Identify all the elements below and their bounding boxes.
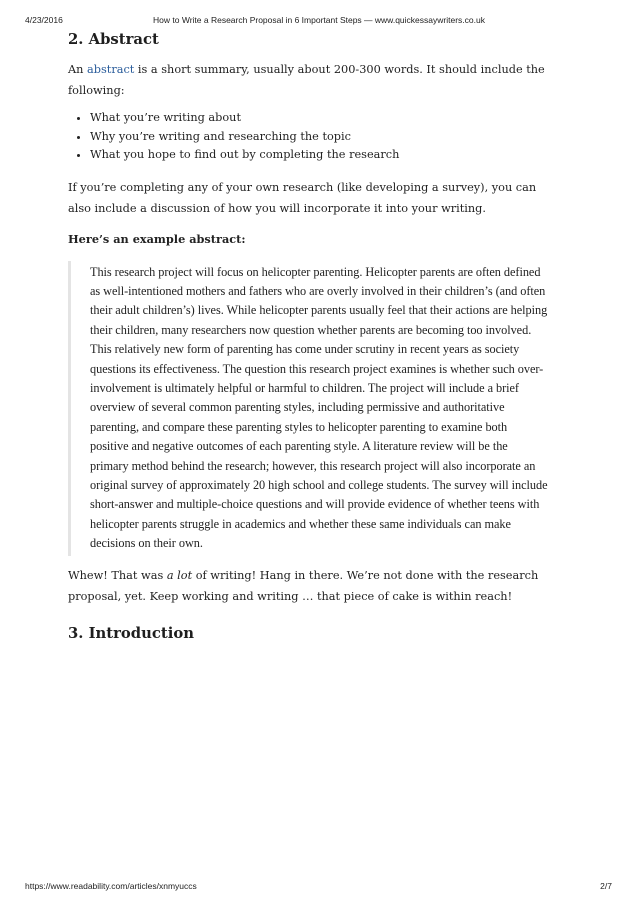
print-header: [0, 15, 638, 27]
survey-paragraph: If you’re completing any of your own research (like developing a survey), you can also include a discussion of how you will incorporate it into your writing.: [68, 180, 537, 215]
print-page-number: 2/7: [600, 881, 612, 891]
print-page-title: How to Write a Research Proposal in 6 Important Steps — www.quickessaywriters.co.uk: [153, 15, 485, 25]
introduction-heading: 3. Introduction: [68, 624, 194, 642]
article-content: [68, 29, 548, 645]
intro-prefix: An: [68, 63, 88, 76]
abstract-link[interactable]: abstract: [87, 63, 135, 76]
closing-paragraph: [68, 565, 548, 607]
print-url: https://www.readability.com/articles/xnmyuccs: [25, 881, 197, 891]
print-footer: [0, 881, 638, 893]
abstract-intro-paragraph: [68, 59, 548, 101]
list-item: • What you hope to find out by completing the research: [90, 146, 548, 165]
example-abstract-quote: This research project will focus on helicopter parenting. Helicopter parents are often defined as well-intentioned mothers and fathers who are overly involved in their children’s (and often their adult children’s) lives. While helicopter parents usually feel that their actions are helping their children, many researchers now question whether parents are becoming too involved. This relatively new form of parenting has come under scrutiny in recent years as society questions its effectiveness. The question this research project examines is whether such over-involvement is ultimately helpful or harmful to children. The project will include a brief overview of several common parenting styles, including permissive and authoritative parenting, and compare these parenting styles to helicopter parenting to examine both positive and negative outcomes of each parenting style. A literature review will be the primary method behind the research; however, this research project will also incorporate an original survey of approximately 20 high school and college students. The survey will include short-answer and multiple-choice questions and will provide evidence of whether teens with helicopter parents struggle in academics and whether these same individuals can make decisions on their own.: [68, 261, 548, 556]
example-abstract-label: Here’s an example abstract:: [68, 231, 246, 246]
list-item: • What you’re writing about: [90, 109, 548, 128]
print-date: 4/23/2016: [25, 15, 63, 25]
closing-emphasis: a lot: [166, 568, 193, 582]
abstract-heading: 2. Abstract: [68, 31, 159, 48]
closing-suffix: of writing! Hang in there. We’re not done with the research proposal, yet. Keep working and writing … that piece of cake is within reach!: [68, 568, 539, 603]
intro-suffix: is a short summary, usually about 200-300 words. It should include the following:: [68, 63, 545, 97]
abstract-bullet-list: [68, 109, 548, 165]
list-item: • Why you’re writing and researching the topic: [90, 128, 548, 147]
closing-prefix: Whew! That was: [68, 568, 167, 582]
